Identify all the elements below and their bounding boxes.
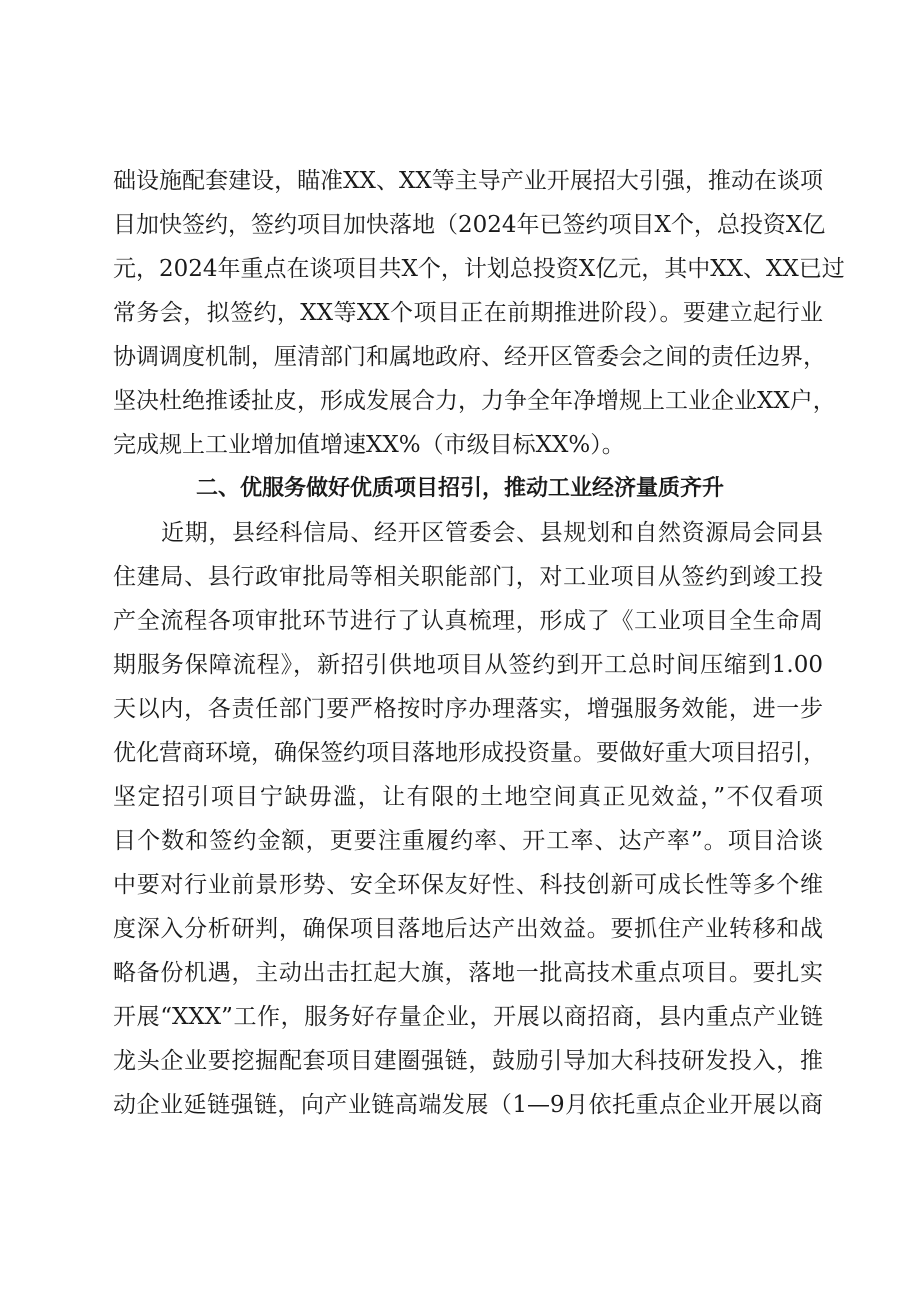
paragraph-line: 坚决杜绝推诿扯皮，形成发展合力，力争全年净增规上工业企业XX户， [113,388,836,414]
paragraph-line: 度深入分析研判，确保项目落地后达产出效益。要抓住产业转移和战 [113,916,823,942]
paragraph-line: 元，2024年重点在谈项目共X个，计划总投资X亿元，其中XX、XX已过 [113,256,845,282]
paragraph-line: 产全流程各项审批环节进行了认真梳理，形成了《工业项目全生命周 [113,608,823,634]
paragraph-line: 龙头企业要挖掘配套项目建圈强链，鼓励引导加大科技研发投入，推 [113,1048,823,1074]
paragraph-line: 开展“XXX”工作，服务好存量企业，开展以商招商，县内重点产业链 [113,1004,823,1030]
paragraph-line: 础设施配套建设，瞄准XX、XX等主导产业开展招大引强，推动在谈项 [113,168,823,194]
paragraph-line: 完成规上工业增加值增速XX%（市级目标XX%）。 [113,432,625,458]
paragraph-line: 期服务保障流程》，新招引供地项目从签约到开工总时间压缩到1.00 [113,652,823,678]
paragraph-line: 近期，县经科信局、经开区管委会、县规划和自然资源局会同县 [161,520,823,546]
paragraph-line: 协调调度机制，厘清部门和属地政府、经开区管委会之间的责任边界， [113,344,826,370]
paragraph-line: 动企业延链强链，向产业链高端发展（1—9月依托重点企业开展以商 [113,1092,823,1118]
paragraph-line: 略备份机遇，主动出击扛起大旗，落地一批高技术重点项目。要扎实 [113,960,823,986]
paragraph-line: 优化营商环境，确保签约项目落地形成投资量。要做好重大项目招引， [113,740,826,766]
paragraph-line: 中要对行业前景形势、安全环保友好性、科技创新可成长性等多个维 [113,872,823,898]
paragraph-line: 目个数和签约金额，更要注重履约率、开工率、达产率”。项目洽谈 [113,828,823,854]
paragraph-line: 常务会，拟签约，XX等XX个项目正在前期推进阶段）。要建立起行业 [113,300,823,326]
section-heading: 二、优服务做好优质项目招引，推动工业经济量质齐升 [195,476,724,501]
paragraph-line: 天以内，各责任部门要严格按时序办理落实，增强服务效能，进一步 [113,696,823,722]
paragraph-line: 目加快签约，签约项目加快落地（2024年已签约项目X个，总投资X亿 [113,212,826,238]
paragraph-line: 坚定招引项目宁缺毋滥，让有限的土地空间真正见效益，”不仅看项 [113,784,823,810]
paragraph-line: 住建局、县行政审批局等相关职能部门，对工业项目从签约到竣工投 [113,564,823,590]
